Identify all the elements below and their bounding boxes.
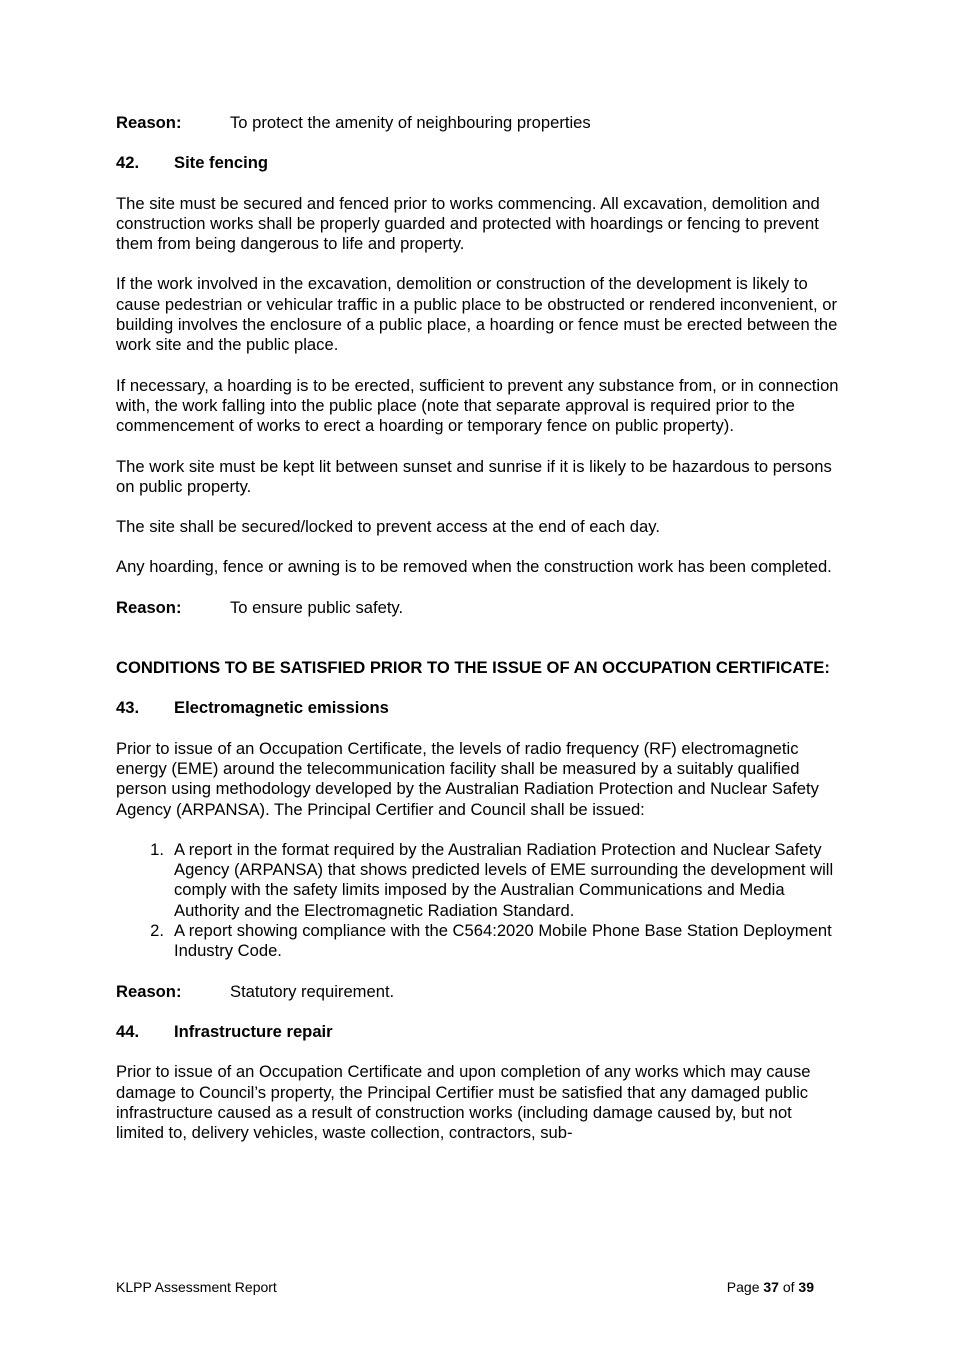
reason-line	[116, 598, 844, 618]
list-item-text: A report in the format required by the Australian Radiation Protection and Nuclear Safety Agency (ARPANSA) that shows predicted levels of EME surrounding the development will comply with the safety limits imposed by the Australian Communications and Media Authority and the Electromagnetic Radiation Standard.	[174, 839, 834, 920]
reason-label: Reason:	[116, 113, 182, 132]
paragraph: If the work involved in the excavation, demolition or construction of the development is likely to cause pedestrian or vehicular traffic in a public place to be obstructed or rendered inconvenient, or building involves the enclosure of a public place, a hoarding or fence must be erected between the work site and the public place.	[116, 274, 838, 355]
reason-text: To ensure public safety.	[230, 597, 404, 617]
paragraph: The site shall be secured/locked to prevent access at the end of each day.	[116, 517, 660, 537]
section-title: Site fencing	[174, 153, 269, 173]
reason-text: Statutory requirement.	[230, 981, 395, 1001]
reason-line	[116, 113, 844, 133]
paragraph: The work site must be kept lit between sunset and sunrise if it is likely to be hazardous to persons on public property.	[116, 456, 832, 496]
page-of: of	[782, 1279, 795, 1295]
paragraph: The site must be secured and fenced prior to works commencing. All excavation, demolition and construction works shall be properly guarded and protected with hoardings or fencing to prevent them from being dangerous to life and property.	[116, 193, 820, 254]
page-current: 37	[763, 1279, 779, 1295]
list-item-number: 1.	[150, 839, 164, 859]
section-number: 44.	[116, 1021, 140, 1041]
section-title: Infrastructure repair	[174, 1021, 333, 1041]
section-heading-42	[116, 153, 844, 173]
page-footer	[116, 1279, 814, 1295]
reason-label: Reason:	[116, 597, 182, 617]
page-prefix: Page	[726, 1279, 760, 1295]
list-item	[116, 921, 844, 962]
section-number: 43.	[116, 698, 140, 718]
numbered-list	[116, 840, 844, 962]
section-heading-44	[116, 1022, 844, 1042]
list-item-text: A report showing compliance with the C564:2020 Mobile Phone Base Station Deployment Industry Code.	[174, 921, 832, 961]
section-title: Electromagnetic emissions	[174, 698, 389, 718]
footer-report-title: KLPP Assessment Report	[116, 1279, 277, 1295]
document-page	[116, 113, 844, 1143]
paragraph: Prior to issue of an Occupation Certificate and upon completion of any works which may cause damage to Council’s property, the Principal Certifier must be satisfied that any damaged public infrastructure caused as a result of construction works (including damage caused by, but not limited to, delivery vehicles, waste collection, contractors, sub-	[116, 1062, 811, 1143]
page-number	[727, 1279, 814, 1295]
paragraph: Prior to issue of an Occupation Certificate, the levels of radio frequency (RF) electromagnetic energy (EME) around the telecommunication facility shall be measured by a suitably qualified person using methodology developed by the Australian Radiation Protection and Nuclear Safety Agency (ARPANSA). The Principal Certifier and Council shall be issued:	[116, 738, 819, 819]
section-heading-43	[116, 698, 844, 718]
page-total: 39	[798, 1279, 814, 1295]
reason-label: Reason:	[116, 981, 182, 1001]
reason-text: To protect the amenity of neighbouring properties	[230, 113, 591, 132]
section-number: 42.	[116, 153, 140, 173]
list-item-number: 2.	[150, 921, 164, 941]
list-item	[116, 840, 844, 921]
paragraph: Any hoarding, fence or awning is to be removed when the construction work has been completed.	[116, 557, 832, 577]
paragraph: If necessary, a hoarding is to be erected, sufficient to prevent any substance from, or in connection with, the work falling into the public place (note that separate approval is required prior to the commencement of works to erect a hoarding or temporary fence on public property).	[116, 375, 839, 436]
conditions-heading: CONDITIONS TO BE SATISFIED PRIOR TO THE ISSUE OF AN OCCUPATION CERTIFICATE:	[116, 658, 830, 678]
reason-line	[116, 982, 844, 1002]
